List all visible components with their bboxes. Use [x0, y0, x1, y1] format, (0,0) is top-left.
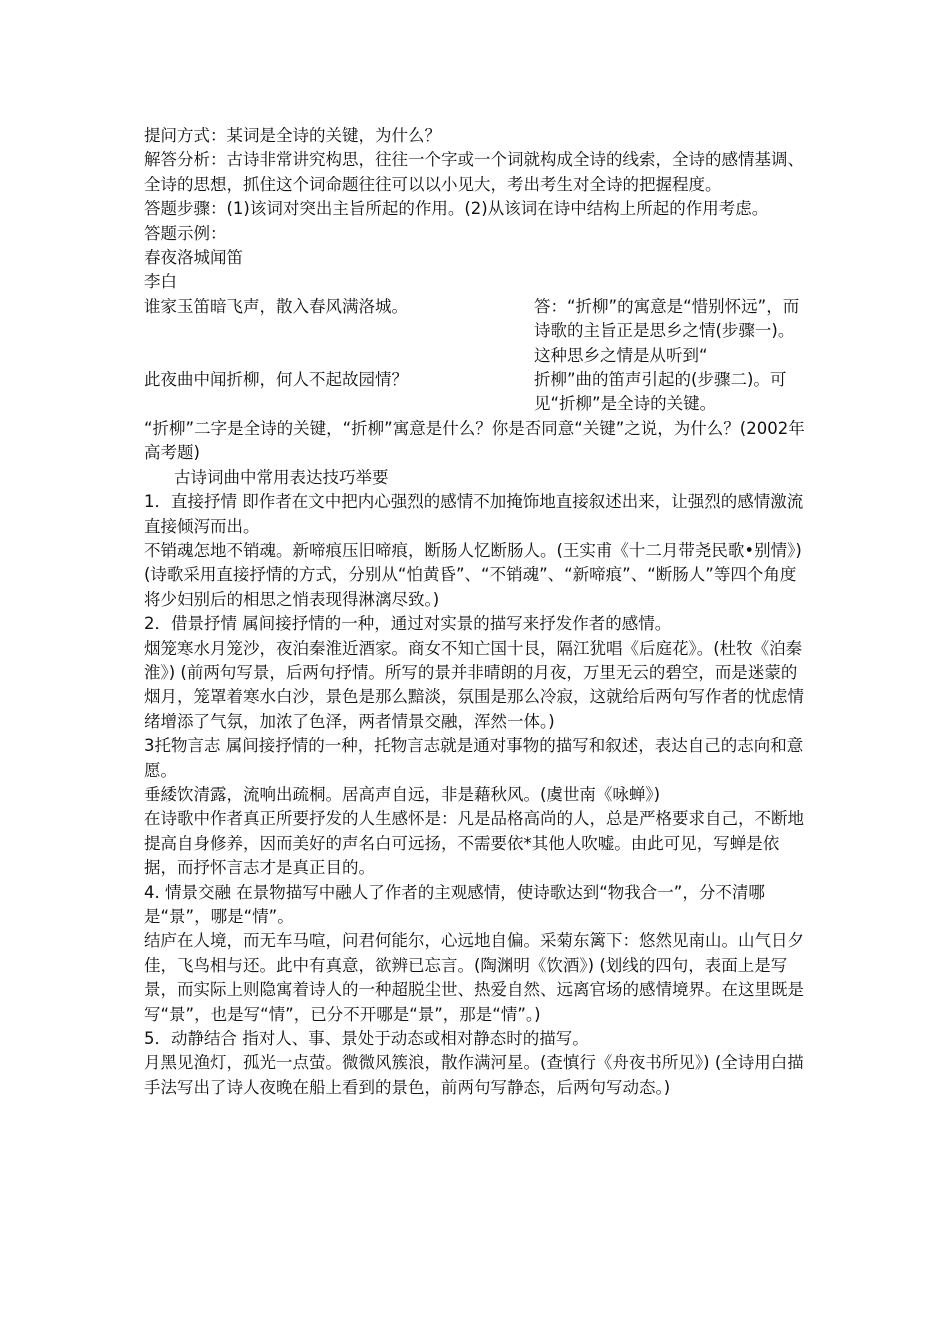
poem-answer-row-1	[144, 295, 808, 368]
poem-line-2: 此夜曲中闻折柳，何人不起故园情？	[144, 370, 408, 390]
technique-1-heading: 1．直接抒情 即作者在文中把内心强烈的感情不加掩饰地直接叙述出来，让强烈的感情激流直接倾泻而出。	[144, 492, 804, 536]
document-body	[144, 124, 808, 1100]
answer-part-2: 折柳”曲的笛声引起的(步骤二)。可见“折柳”是全诗的关键。	[534, 370, 787, 414]
technique-3-heading: 3托物言志 属间接抒情的一种，托物言志就是通对事物的描写和叙述，表达自己的志向和意愿。	[144, 736, 804, 780]
technique-3-note: 在诗歌中作者真正所要抒发的人生感怀是：凡是品格高尚的人，总是严格要求自己，不断地提高自身修养，因而美好的声名白可远扬，不需要依*其他人吹嘘。由此可见，写蝉是依据，而抒怀言志才是真正目的。	[144, 809, 804, 878]
poem-answer-row-2	[144, 368, 808, 417]
technique-1-example: 不销魂怎地不销魂。新啼痕压旧啼痕，断肠人忆断肠人。(王实甫《十二月带尧民歌•别情》) (诗歌采用直接抒情的方式，分别从“怕黄昏”、“不销魂”、“新啼痕”、“断肠人”等四个角度将少妇别后的相思之悄表现得淋漓尽致。)	[144, 540, 802, 609]
example-label: 答题示例：	[144, 223, 227, 243]
section-title: 古诗词曲中常用表达技巧举要	[174, 467, 389, 487]
technique-4-heading: 4. 情景交融 在景物描写中融人了作者的主观感情，使诗歌达到“物我合一”，分不清哪是“景”，哪是“情”。	[144, 882, 765, 926]
answer-steps: 答题步骤：(1)该词对突出主旨所起的作用。(2)从该词在诗中结构上所起的作用考虑。	[144, 199, 769, 219]
technique-5-example: 月黑见渔灯，孤光一点萤。微微风簇浪，散作满河星。(查慎行《舟夜书所见》) (全诗用白描手法写出了诗人夜晚在船上看到的景色，前两句写静态，后两句写动态。)	[144, 1053, 804, 1097]
poem-title: 春夜洛城闻笛	[144, 248, 243, 268]
technique-2-example: 烟笼寒水月笼沙，夜泊秦淮近酒家。商女不知亡国十艮，隔江犹唱《后庭花》。(杜牧《泊秦淮》) (前两句写景，后两句抒情。所写的景并非晴朗的月夜，万里无云的碧空，而是迷蒙的烟月，笼罩着寒水白沙，景色是那么黯淡，氛围是那么冷寂，这就给后两句写作者的忧虑情绪增添了气氛，加浓了色泽，两者情景交融，浑然一体。)	[144, 638, 804, 731]
technique-4-example: 结庐在人境，而无车马喧，问君何能尔，心远地自偏。采菊东篱下：悠然见南山。山气日夕佳，飞鸟相与还。此中有真意，欲辨已忘言。(陶渊明《饮酒》) (划线的四句，表面上是写景，而实际上则隐寓着诗人的一种超脱尘世、热爱自然、远离官场的感情境界。在这里既是写“景”，也是写“情”，已分不开哪是“景”，那是“情”。)	[144, 931, 804, 1024]
technique-3-example: 垂緌饮清露，流响出疏桐。居高声自远，非是藉秋风。(虞世南《咏蝉》)	[144, 784, 661, 804]
technique-5-heading: 5．动静结合 指对人、事、景处于动态或相对静态时的描写。	[144, 1029, 589, 1049]
exam-question: “折柳”二字是全诗的关键，“折柳”寓意是什么？你是否同意“关键”之说，为什么？(2002年高考题)	[144, 418, 805, 463]
answer-part-1: 答：“折柳”的寓意是“惜别怀远”，而诗歌的主旨正是思乡之情(步骤一)。这种思乡之情是从听到“	[534, 296, 800, 365]
technique-2-heading: 2．借景抒情 属间接抒情的一种，通过对实景的描写来抒发作者的感情。	[144, 614, 672, 634]
poem-author: 李白	[144, 272, 177, 292]
question-method: 提问方式：某词是全诗的关键，为什么？	[144, 126, 441, 145]
answer-analysis: 解答分析：古诗非常讲究构思，往往一个字或一个词就构成全诗的线索，全诗的感情基调、全诗的思想，抓住这个词命题往往可以以小见大，考出考生对全诗的把握程度。	[144, 150, 804, 194]
poem-line-1: 谁家玉笛暗飞声，散入春风满洛城。	[144, 296, 408, 316]
